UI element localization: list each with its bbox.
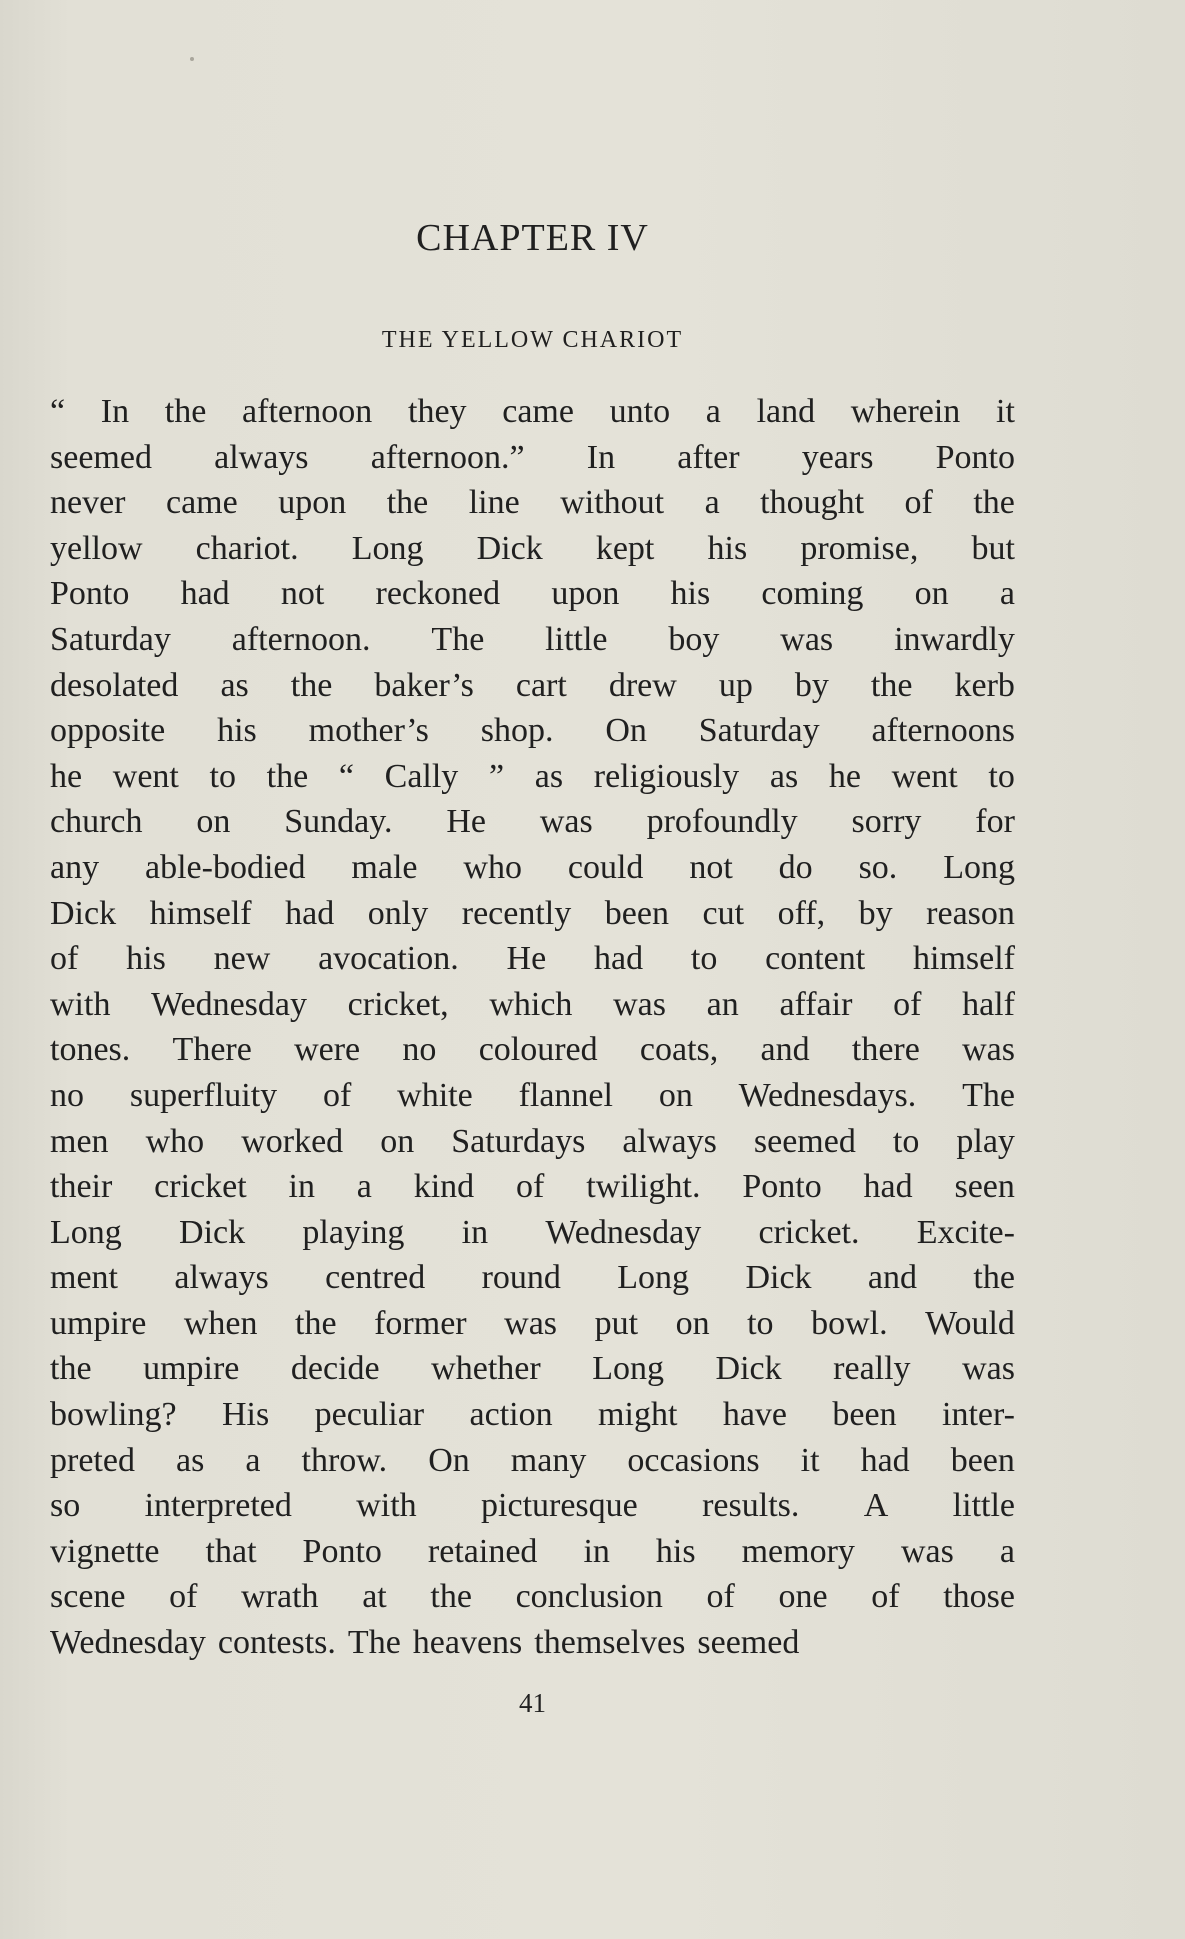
- word: his: [217, 712, 257, 750]
- word: action: [469, 1396, 553, 1434]
- word: ment: [50, 1259, 118, 1297]
- word: On: [428, 1441, 470, 1479]
- word: been: [604, 894, 669, 932]
- word: Dick: [476, 529, 543, 567]
- word: yellow: [50, 529, 143, 567]
- word: to: [747, 1304, 774, 1342]
- word: came: [166, 484, 238, 522]
- word: Saturday: [50, 620, 171, 658]
- word: so: [50, 1487, 81, 1525]
- word: been: [950, 1441, 1015, 1479]
- word: peculiar: [314, 1396, 425, 1434]
- word: the: [870, 666, 913, 704]
- word: in: [288, 1168, 315, 1206]
- word: one: [778, 1578, 828, 1616]
- word: as: [769, 757, 799, 795]
- word: their: [50, 1168, 113, 1206]
- word: coloured: [478, 1031, 598, 1069]
- word: cricket.: [758, 1213, 860, 1251]
- word: He: [446, 803, 486, 841]
- word: by: [858, 894, 893, 932]
- word: The: [347, 1624, 401, 1662]
- word: without: [560, 484, 665, 522]
- word: The: [962, 1076, 1015, 1114]
- text-line: [50, 1301, 1015, 1347]
- text-line: [50, 1529, 1015, 1575]
- word: bowl.: [811, 1304, 888, 1342]
- word: his: [670, 575, 711, 613]
- text-line: [50, 1210, 1015, 1256]
- word: umpire: [50, 1304, 147, 1342]
- word: kind: [413, 1168, 475, 1206]
- word: boy: [668, 620, 720, 658]
- word: do: [778, 848, 813, 886]
- word: on: [675, 1304, 710, 1342]
- word: Excite-: [916, 1213, 1015, 1251]
- word: could: [567, 848, 644, 886]
- word: the: [973, 484, 1015, 522]
- text-line: [50, 480, 1015, 526]
- word: any: [50, 848, 100, 886]
- word: no: [402, 1031, 437, 1069]
- text-line: [50, 982, 1015, 1028]
- word: they: [408, 393, 467, 430]
- word: thought: [760, 484, 865, 522]
- word: when: [183, 1304, 258, 1342]
- word: He: [506, 940, 547, 978]
- word: The: [431, 620, 485, 658]
- word: former: [374, 1304, 467, 1342]
- word: was: [539, 803, 593, 841]
- word: of: [871, 1578, 900, 1616]
- word: was: [780, 620, 834, 658]
- text-line: [50, 1438, 1015, 1484]
- word: afternoon.”: [370, 438, 525, 476]
- word: little: [952, 1487, 1015, 1525]
- word: cart: [515, 666, 567, 704]
- text-line: [50, 891, 1015, 937]
- word: a: [999, 575, 1015, 613]
- word: On: [605, 712, 647, 750]
- word: upon: [278, 484, 347, 522]
- word: to: [690, 940, 718, 978]
- text-line: [50, 526, 1015, 572]
- word: ”: [488, 757, 505, 795]
- word: in: [461, 1213, 489, 1251]
- word: A: [863, 1487, 889, 1525]
- word: to: [988, 757, 1015, 795]
- word: preted: [50, 1441, 135, 1479]
- word: affair: [779, 985, 853, 1023]
- word: opposite: [50, 712, 166, 750]
- word: not: [280, 575, 325, 613]
- word: Wednesdays.: [738, 1076, 917, 1114]
- word: the: [290, 666, 333, 704]
- word: land: [756, 393, 816, 430]
- word: baker’s: [374, 666, 474, 704]
- word: himself: [149, 894, 252, 932]
- word: Saturdays: [451, 1122, 586, 1160]
- word: had: [285, 894, 335, 932]
- word: he: [828, 757, 861, 795]
- word: His: [221, 1396, 270, 1434]
- word: Sunday.: [284, 803, 393, 841]
- word: promise,: [800, 529, 919, 567]
- word: the: [973, 1259, 1015, 1297]
- text-line: [50, 617, 1015, 663]
- word: he: [50, 757, 83, 795]
- word: on: [658, 1076, 693, 1114]
- word: the: [164, 393, 207, 430]
- word: always: [622, 1122, 717, 1160]
- word: little: [545, 620, 608, 658]
- word: Ponto: [935, 438, 1015, 476]
- word: the: [50, 1350, 92, 1388]
- word: afternoons: [871, 712, 1015, 750]
- word: There: [172, 1031, 252, 1069]
- word: flannel: [518, 1076, 613, 1114]
- word: Wednesday: [50, 1624, 206, 1662]
- word: was: [613, 985, 666, 1023]
- word: might: [598, 1396, 678, 1434]
- word: able-bodied: [145, 848, 306, 886]
- text-line: [50, 845, 1015, 891]
- word: occasions: [627, 1441, 760, 1479]
- word: the: [266, 757, 309, 795]
- text-line: [50, 1346, 1015, 1392]
- word: of: [893, 985, 922, 1023]
- word: so.: [858, 848, 898, 886]
- word: a: [245, 1441, 261, 1479]
- word: religiously: [593, 757, 740, 795]
- word: in: [583, 1532, 610, 1570]
- word: shop.: [480, 712, 554, 750]
- text-line: [50, 1027, 1015, 1073]
- word: mother’s: [308, 712, 429, 750]
- word: Long: [592, 1350, 664, 1388]
- word: his: [707, 529, 748, 567]
- word: scene: [50, 1578, 126, 1616]
- word: Wednesday: [151, 985, 307, 1023]
- page-number: 41: [519, 1688, 546, 1718]
- word: not: [689, 848, 733, 886]
- text-line: [50, 1255, 1015, 1301]
- word: Long: [50, 1213, 122, 1251]
- word: umpire: [143, 1350, 240, 1388]
- word: drew: [608, 666, 677, 704]
- text-line: [50, 708, 1015, 754]
- word: white: [397, 1076, 473, 1114]
- word: Dick: [179, 1213, 246, 1251]
- text-line: [50, 754, 1015, 800]
- text-line: [50, 571, 1015, 617]
- word: cut: [702, 894, 745, 932]
- word: on: [196, 803, 231, 841]
- text-line: [50, 936, 1015, 982]
- text-line: [50, 1392, 1015, 1438]
- word: and: [760, 1031, 810, 1069]
- word: kerb: [954, 666, 1015, 704]
- word: it: [800, 1441, 820, 1479]
- word: of: [904, 484, 933, 522]
- word: worked: [241, 1122, 344, 1160]
- paper-speck: [190, 57, 194, 61]
- word: play: [956, 1122, 1015, 1160]
- word: never: [50, 484, 126, 522]
- word: seemed: [50, 438, 152, 476]
- word: wrath: [241, 1578, 319, 1616]
- word: Dick: [715, 1350, 782, 1388]
- word: had: [860, 1441, 910, 1479]
- word: of: [516, 1168, 545, 1206]
- word: Would: [925, 1304, 1015, 1342]
- word: throw.: [301, 1441, 388, 1479]
- word: went: [112, 757, 179, 795]
- word: reckoned: [375, 575, 501, 613]
- word: the: [295, 1304, 337, 1342]
- word: afternoon: [242, 393, 373, 430]
- word: had: [180, 575, 230, 613]
- chapter-heading: CHAPTER IV: [416, 217, 649, 259]
- word: off,: [777, 894, 826, 932]
- word: kept: [595, 529, 655, 567]
- word: for: [975, 803, 1015, 841]
- word: Ponto: [50, 575, 130, 613]
- text-line: [50, 799, 1015, 845]
- word: a: [705, 393, 721, 430]
- word: but: [971, 529, 1015, 567]
- word: there: [851, 1031, 920, 1069]
- text-line: [50, 1620, 1015, 1666]
- text-line: [50, 663, 1015, 709]
- text-line: [50, 389, 1015, 435]
- word: Dick: [50, 894, 117, 932]
- word: retained: [427, 1532, 538, 1570]
- word: to: [892, 1122, 920, 1160]
- word: picturesque: [481, 1487, 638, 1525]
- text-line: [50, 1119, 1015, 1165]
- word: no: [50, 1076, 84, 1114]
- word: men: [50, 1122, 109, 1160]
- word: his: [655, 1532, 696, 1570]
- word: seen: [954, 1168, 1015, 1206]
- word: reason: [926, 894, 1015, 932]
- word: always: [174, 1259, 269, 1297]
- word: of: [706, 1578, 735, 1616]
- word: Wednesday: [545, 1213, 702, 1251]
- word: years: [801, 438, 874, 476]
- word: results.: [702, 1487, 800, 1525]
- word: desolated: [50, 666, 179, 704]
- body-text: [50, 389, 1015, 1666]
- word: Long: [617, 1259, 690, 1297]
- word: after: [677, 438, 740, 476]
- word: avocation.: [318, 940, 459, 978]
- word: himself: [913, 940, 1015, 978]
- word: wherein: [850, 393, 961, 430]
- word: of: [323, 1076, 352, 1114]
- text-line: [50, 435, 1015, 481]
- word: vignette: [50, 1532, 160, 1570]
- word: round: [481, 1259, 561, 1297]
- word: line: [468, 484, 520, 522]
- word: a: [999, 1532, 1015, 1570]
- word: by: [794, 666, 829, 704]
- word: whether: [431, 1350, 541, 1388]
- word: up: [718, 666, 753, 704]
- word: Saturday: [698, 712, 820, 750]
- text-line: [50, 1164, 1015, 1210]
- word: twilight.: [586, 1168, 701, 1206]
- word: coming: [761, 575, 864, 613]
- word: at: [362, 1578, 387, 1616]
- word: profoundly: [646, 803, 798, 841]
- word: had: [863, 1168, 913, 1206]
- word: seemed: [697, 1624, 800, 1662]
- word: as: [534, 757, 564, 795]
- word: unto: [609, 393, 671, 430]
- text-line: [50, 1073, 1015, 1119]
- word: as: [176, 1441, 205, 1479]
- word: Ponto: [742, 1168, 822, 1206]
- word: his: [126, 940, 166, 978]
- word: conclusion: [515, 1578, 663, 1616]
- text-line: [50, 1574, 1015, 1620]
- word: the: [430, 1578, 472, 1616]
- word: Long: [943, 848, 1015, 886]
- word: content: [765, 940, 866, 978]
- word: really: [833, 1350, 911, 1388]
- word: which: [489, 985, 573, 1023]
- word: an: [706, 985, 739, 1023]
- word: decide: [290, 1350, 380, 1388]
- word: who: [145, 1122, 205, 1160]
- word: In: [586, 438, 616, 476]
- word: interpreted: [144, 1487, 292, 1525]
- word: on: [914, 575, 949, 613]
- word: was: [900, 1532, 954, 1570]
- word: that: [205, 1532, 257, 1570]
- word: coats,: [639, 1031, 719, 1069]
- word: “: [338, 757, 354, 795]
- word: a: [356, 1168, 372, 1206]
- word: a: [704, 484, 720, 522]
- word: have: [722, 1396, 787, 1434]
- word: put: [594, 1304, 639, 1342]
- word: chariot.: [195, 529, 299, 567]
- word: Long: [351, 529, 424, 567]
- word: bowling?: [50, 1396, 177, 1434]
- word: afternoon.: [231, 620, 371, 658]
- word: themselves: [534, 1624, 686, 1662]
- word: centred: [325, 1259, 426, 1297]
- word: and: [867, 1259, 917, 1297]
- word: new: [213, 940, 271, 978]
- word: half: [962, 985, 1015, 1023]
- word: In: [100, 393, 130, 430]
- word: upon: [551, 575, 620, 613]
- word: on: [380, 1122, 415, 1160]
- word: who: [463, 848, 522, 886]
- word: sorry: [851, 803, 922, 841]
- word: been: [832, 1396, 897, 1434]
- word: only: [367, 894, 429, 932]
- word: “: [50, 393, 66, 430]
- text-line: [50, 1483, 1015, 1529]
- word: was: [962, 1350, 1015, 1388]
- word: with: [356, 1487, 417, 1525]
- word: those: [943, 1578, 1015, 1616]
- word: the: [386, 484, 429, 522]
- word: heavens: [412, 1624, 523, 1662]
- word: tones.: [50, 1031, 131, 1069]
- word: to: [209, 757, 236, 795]
- word: cricket,: [347, 985, 449, 1023]
- word: of: [169, 1578, 198, 1616]
- word: had: [593, 940, 644, 978]
- word: cricket: [154, 1168, 247, 1206]
- word: memory: [741, 1532, 855, 1570]
- word: contests.: [217, 1624, 336, 1662]
- word: superfluity: [129, 1076, 278, 1114]
- word: was: [962, 1031, 1015, 1069]
- word: male: [351, 848, 418, 886]
- word: always: [214, 438, 309, 476]
- word: as: [220, 666, 249, 704]
- word: recently: [461, 894, 572, 932]
- word: inwardly: [894, 620, 1015, 658]
- word: were: [294, 1031, 361, 1069]
- word: seemed: [753, 1122, 856, 1160]
- word: Dick: [745, 1259, 812, 1297]
- word: playing: [302, 1213, 405, 1251]
- word: Cally: [384, 757, 459, 795]
- word: it: [996, 393, 1015, 430]
- word: went: [891, 757, 958, 795]
- word: of: [50, 940, 79, 978]
- word: came: [502, 393, 574, 430]
- word: was: [504, 1304, 558, 1342]
- word: with: [50, 985, 111, 1023]
- word: many: [510, 1441, 587, 1479]
- word: Ponto: [302, 1532, 382, 1570]
- chapter-subtitle: THE YELLOW CHARIOT: [381, 327, 684, 353]
- word: inter-: [942, 1396, 1015, 1434]
- word: church: [50, 803, 143, 841]
